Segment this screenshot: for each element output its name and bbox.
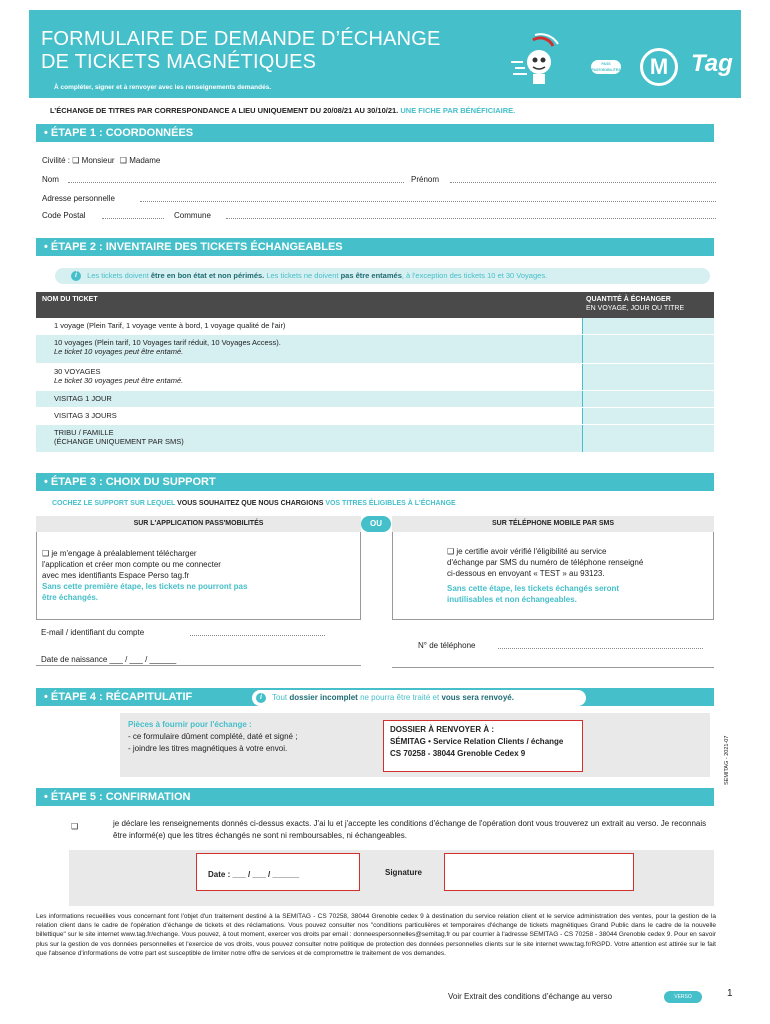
- ticket-condition-info: [55, 268, 710, 284]
- verso-button[interactable]: VERSO: [664, 991, 702, 1003]
- confirm-checkbox[interactable]: ❑: [71, 822, 79, 831]
- mailing-title: DOSSIER À RENVOYER À :: [390, 725, 495, 734]
- commune-field[interactable]: [226, 211, 716, 219]
- adresse-label: Adresse personnelle: [42, 194, 115, 203]
- ticket-name: [36, 425, 582, 452]
- phone-label: N° de téléphone: [418, 641, 476, 650]
- pieces-item-2: - joindre les titres magnétiques à votre envoi.: [128, 744, 288, 753]
- choose-c: VOS TITRES ÉLIGIBLES À L'ÉCHANGE: [325, 500, 456, 507]
- email-field[interactable]: [190, 628, 325, 636]
- sms-warning-2: inutilisables et non échangeables.: [447, 595, 577, 604]
- ticket-label: VISITAG 3 JOURS: [54, 411, 117, 420]
- footer-link-text: Voir Extrait des conditions d’échange au verso: [448, 992, 613, 1001]
- prenom-label: Prénom: [411, 175, 440, 184]
- quantity-field[interactable]: [582, 318, 714, 334]
- dob-row: [41, 655, 176, 664]
- mailing-line-2: CS 70258 - 38044 Grenoble Cedex 9: [390, 749, 526, 758]
- app-option-checkbox[interactable]: ❑ je m'engage à préalablement télécharger: [42, 549, 197, 558]
- confirm-text: je déclare les renseignements donnés ci-dessus exacts. J'ai lu et j'accepte les conditions d'échange de l'opération dont vous trouverez un extrait au verso. Je reconnais être informé(e) que les titres échangés ne sont ni remboursables, ni échangeables.: [113, 819, 707, 840]
- nom-field[interactable]: [68, 175, 404, 183]
- quantity-field[interactable]: [582, 364, 714, 390]
- info-text-e: , à l'exception des tickets 10 et 30 Voyages.: [401, 271, 548, 280]
- email-label: E-mail / identifiant du compte: [41, 628, 145, 637]
- col-quantity: QUANTITÉ À ÉCHANGER: [586, 296, 671, 303]
- adresse-field[interactable]: [140, 194, 716, 202]
- info-text-b: être en bon état et non périmés.: [150, 271, 265, 280]
- info2-b: dossier incomplet: [289, 693, 358, 702]
- date-field[interactable]: ___ / ___ / ______: [232, 870, 300, 879]
- ticket-label: 10 voyages (Plein tarif, 10 Voyages tarif réduit, 10 Voyages Access).: [54, 338, 281, 347]
- page-number: 1: [727, 988, 733, 999]
- ticket-name: [36, 408, 582, 424]
- ticket-name: [36, 335, 582, 363]
- quantity-field[interactable]: [582, 425, 714, 452]
- date-label: Date :: [208, 870, 231, 879]
- exchange-notice: [50, 106, 515, 115]
- sms-option-header: SUR TÉLÉPHONE MOBILE PAR SMS: [392, 516, 714, 532]
- choose-b: VOUS SOUHAITEZ QUE NOUS CHARGIONS: [177, 500, 324, 507]
- sms-option-text-3: ci-dessous en envoyant « TEST » au 93123.: [447, 569, 605, 578]
- app-warning-1: Sans cette première étape, les tickets ne pourront pas: [42, 582, 248, 591]
- signature-field[interactable]: [444, 853, 634, 891]
- step5-title: • ÉTAPE 5 : CONFIRMATION: [36, 788, 714, 806]
- signature-label: Signature: [385, 868, 422, 877]
- pieces-item-1: - ce formulaire dûment complété, daté et signé ;: [128, 732, 298, 741]
- app-option-content: [42, 548, 247, 603]
- table-row: [36, 364, 714, 391]
- ticket-label: TRIBU / FAMILLE: [54, 428, 114, 437]
- monsieur-label: Monsieur: [81, 156, 115, 165]
- ticket-inventory-table: [36, 292, 714, 453]
- choose-support-text: [52, 500, 456, 507]
- sms-warning-1: Sans cette étape, les tickets échangés seront: [447, 584, 620, 593]
- step3-title: • ÉTAPE 3 : CHOIX DU SUPPORT: [36, 473, 714, 491]
- madame-checkbox[interactable]: ❑: [119, 156, 127, 165]
- form-title-line1: FORMULAIRE DE DEMANDE D’ÉCHANGE: [41, 28, 441, 50]
- choose-a: COCHEZ LE SUPPORT SUR LEQUEL: [52, 500, 176, 507]
- table-row: [36, 425, 714, 453]
- mailing-line-1: SÉMITAG • Service Relation Clients / échange: [390, 737, 564, 746]
- nom-label: Nom: [42, 175, 59, 184]
- madame-label: Madame: [129, 156, 161, 165]
- app-option-header: SUR L'APPLICATION PASS'MOBILITÉS: [36, 516, 361, 532]
- ticket-label: VISITAG 1 JOUR: [54, 394, 112, 403]
- ticket-name: [36, 391, 582, 407]
- info2-c: ne pourra être traité et: [360, 693, 440, 702]
- app-option-text-3: avec mes identifiants Espace Perso tag.fr: [42, 571, 190, 580]
- dob-field[interactable]: ___ / ___ / ______: [109, 655, 177, 664]
- info2-a: Tout: [272, 693, 288, 702]
- code-postal-label: Code Postal: [42, 211, 86, 220]
- sms-option-text-2: d'échange par SMS du numéro de téléphone renseigné: [447, 558, 644, 567]
- pieces-title: Pièces à fournir pour l'échange :: [128, 720, 252, 729]
- commune-label: Commune: [174, 211, 211, 220]
- step2-title: • ÉTAPE 2 : INVENTAIRE DES TICKETS ÉCHANGEABLES: [36, 238, 714, 256]
- info-text-d: pas être entamés: [340, 271, 402, 280]
- phone-field[interactable]: [498, 641, 703, 649]
- notice-one-form: UNE FICHE PAR BÉNÉFICIAIRE.: [400, 106, 516, 115]
- ticket-label: 30 VOYAGES: [54, 367, 101, 376]
- monsieur-checkbox[interactable]: ❑: [72, 156, 80, 165]
- m-logo: M: [640, 48, 678, 86]
- app-option-text-2: l'application et créer mon compte ou me connecter: [42, 560, 221, 569]
- info-text-c: Les tickets ne doivent: [266, 271, 339, 280]
- mascot-icon: [505, 32, 565, 92]
- pass-mobilites-logo: PASS PASS'MOBILITÉS: [591, 62, 621, 72]
- ticket-name: [36, 364, 582, 390]
- table-row: [36, 391, 714, 408]
- quantity-field[interactable]: [582, 408, 714, 424]
- table-row: [36, 408, 714, 425]
- sms-option-checkbox[interactable]: ❑ je certifie avoir vérifié l'éligibilité au service: [447, 547, 607, 556]
- incomplete-file-info: [252, 690, 586, 706]
- ticket-name: [36, 318, 582, 334]
- civility-row: [42, 156, 160, 165]
- table-header: [36, 292, 714, 318]
- app-warning-2: être échangés.: [42, 593, 99, 602]
- sms-bottom-line: [392, 667, 714, 668]
- quantity-field[interactable]: [582, 391, 714, 407]
- col-quantity-sub: EN VOYAGE, JOUR OU TITRE: [586, 305, 685, 312]
- prenom-field[interactable]: [450, 175, 716, 183]
- step1-title: • ÉTAPE 1 : COORDONNÉES: [36, 124, 714, 142]
- civility-label: Civilité :: [42, 156, 71, 165]
- table-row: [36, 335, 714, 364]
- document-reference: SEMITAG - 2021-07: [724, 735, 730, 785]
- info-icon: i: [256, 693, 266, 703]
- ticket-note: Le ticket 10 voyages peut être entamé.: [54, 347, 184, 356]
- info-icon: i: [71, 271, 81, 281]
- sms-option-content: [447, 546, 643, 605]
- date-row: [208, 870, 299, 879]
- app-bottom-line: [36, 665, 361, 666]
- ticket-label-2: (ÉCHANGE UNIQUEMENT PAR SMS): [54, 437, 184, 446]
- ticket-label: 1 voyage (Plein Tarif, 1 voyage vente à bord, 1 voyage qualité de l'air): [54, 321, 286, 330]
- ticket-note: Le ticket 30 voyages peut être entamé.: [54, 376, 184, 385]
- dob-label: Date de naissance: [41, 655, 108, 664]
- header-banner: [29, 10, 741, 98]
- col-ticket-name: NOM DU TICKET: [42, 296, 98, 303]
- step4-title: • ÉTAPE 4 : RÉCAPITULATIF: [36, 688, 244, 706]
- or-badge: OU: [361, 516, 391, 532]
- code-postal-field[interactable]: [102, 211, 164, 219]
- form-subtitle: À compléter, signer et à renvoyer avec les renseignements demandés.: [54, 84, 272, 91]
- legal-notice: Les informations recueillies vous concernant font l'objet d'un traitement destiné à la SEMITAG - CS 70258, 38044 Grenoble cedex 9 à destination du service relation client et le service administration des ventes, pour la gestion de la relation client dans le cadre de l'opération d'échange de tickets et des réclamations. Vous pouvez consulter nos "conditions particulières et temporaires d'échange de tickets magnétiques Grand Public dans le cadre de la nouvelle billettique" sur le site internet www.tag.fr/echange. Vous pouvez, à tout moment, exercer vos droits par email : donneespersonnelles@semitag.fr ou par courrier à l'adresse SEMITAG - CS 70258 - 38044 Grenoble cedex 9. Pour en savoir plus sur la gestion de vos données personnelles et l'exercice de vos droits, vous pouvez consulter notre politique de protection des données personnelles clients sur le site internet www.tag.fr/RGPD. Votre attention est attirée sur le fait que l'absence d'informations de votre part est susceptible de limiter notre offre de services et de compromettre le traitement de vos demandes.: [36, 913, 716, 957]
- info2-d: vous sera renvoyé.: [441, 693, 514, 702]
- notice-dates: L’ÉCHANGE DE TITRES PAR CORRESPONDANCE A LIEU UNIQUEMENT DU 20/08/21 AU 30/10/21.: [50, 106, 399, 115]
- tag-logo: Tag: [691, 50, 733, 77]
- table-row: [36, 318, 714, 335]
- form-title-line2: DE TICKETS MAGNÉTIQUES: [41, 51, 317, 73]
- quantity-field[interactable]: [582, 335, 714, 363]
- info-text-a: Les tickets doivent: [87, 271, 149, 280]
